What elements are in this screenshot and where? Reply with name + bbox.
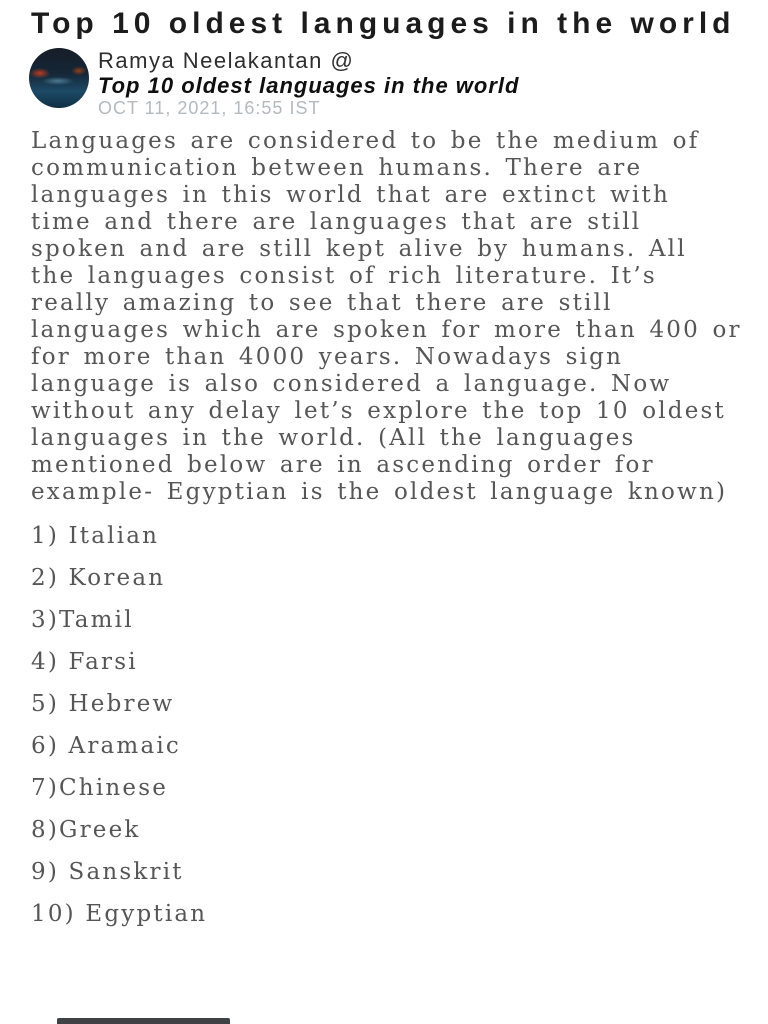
language-item-10: 10) Egyptian bbox=[31, 901, 208, 927]
intro-paragraph: Languages are considered to be the medium of communication between humans. There are languages in this world that are extinct with time and there are languages that are still spoken and are still kept alive by humans. All the languages consist of rich literature. It’s really amazing to see that there are still languages which are spoken for more than 400 or for more than 4000 years. Nowadays sign language is also considered a language. Now without any delay let’s explore the top 10 oldest languages in the world. (All the languages mentioned below are in ascending order for example- Egyptian is the oldest language known) bbox=[31, 128, 742, 505]
language-item-6: 6) Aramaic bbox=[31, 733, 181, 759]
partial-embed-bar[interactable] bbox=[57, 1018, 230, 1024]
byline bbox=[31, 48, 743, 119]
language-item-4: 4) Farsi bbox=[31, 649, 138, 675]
article-subtitle: Top 10 oldest languages in the world bbox=[98, 73, 520, 98]
page-title: Top 10 oldest languages in the world bbox=[31, 7, 736, 40]
language-item-5: 5) Hebrew bbox=[31, 691, 175, 717]
language-item-2: 2) Korean bbox=[31, 565, 166, 591]
language-item-3: 3)Tamil bbox=[31, 607, 134, 633]
language-item-1: 1) Italian bbox=[31, 523, 160, 549]
language-item-7: 7)Chinese bbox=[31, 775, 169, 801]
author-name[interactable]: Ramya Neelakantan @ bbox=[98, 48, 355, 73]
language-item-8: 8)Greek bbox=[31, 817, 141, 843]
byline-text bbox=[98, 48, 519, 119]
author-avatar[interactable] bbox=[29, 48, 89, 108]
language-list bbox=[31, 522, 743, 928]
publish-date: OCT 11, 2021, 16:55 IST bbox=[98, 98, 321, 118]
language-item-9: 9) Sanskrit bbox=[31, 859, 184, 885]
